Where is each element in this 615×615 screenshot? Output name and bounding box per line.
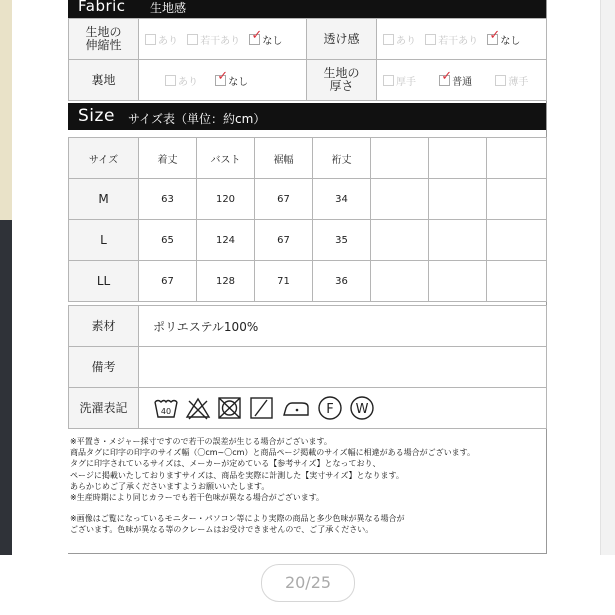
label-line: 裏地: [91, 72, 116, 87]
header-cell: [429, 138, 487, 179]
size-title-jp: サイズ表（単位：約cm）: [128, 112, 266, 126]
label-line: 透け感: [323, 31, 360, 46]
table-cell: [429, 220, 487, 261]
dry-clean-f-icon: [317, 395, 343, 421]
checkbox-icon: [145, 34, 156, 45]
checkbox-icon: [495, 75, 506, 86]
header-cell: 裾幅: [255, 138, 313, 179]
table-row: [69, 220, 547, 261]
table-row: [69, 179, 547, 220]
table-cell: [487, 179, 547, 220]
header-cell: 着丈: [139, 138, 197, 179]
header-cell: サイズ: [69, 138, 139, 179]
table-cell: 67: [255, 220, 313, 261]
note-line: ございます。色味が異なる等のクレームはお受けできませんので、ご了承ください。: [70, 525, 374, 535]
lining-options: [139, 60, 307, 101]
fabric-title-jp: 生地感: [150, 1, 187, 15]
adjacent-slide-left-dark: [0, 220, 12, 555]
table-cell: 67: [139, 261, 197, 302]
fabric-label: [69, 60, 139, 101]
option-thin: [495, 73, 528, 88]
note-line: ※平置き・メジャー採寸ですので若干の誤差が生じる場合がございます。: [70, 437, 332, 446]
table-cell: [429, 179, 487, 220]
checked-checkbox-icon: ✓: [217, 68, 229, 84]
table-cell: 120: [197, 179, 255, 220]
table-cell: 35: [313, 220, 371, 261]
size-table: [68, 137, 547, 302]
size-label: L: [69, 220, 139, 261]
table-cell: [371, 261, 429, 302]
header-cell: バスト: [197, 138, 255, 179]
fabric-row: [69, 60, 547, 101]
fabric-row: [69, 19, 547, 60]
option-stretch-yes: [145, 32, 178, 47]
option-sheer-yes: [383, 32, 416, 47]
note-line: ※生産時期により同じカラーでも若干色味が異なる場合がございます。: [70, 493, 325, 503]
circle-f-label: F: [326, 402, 334, 417]
option-label: 若干あり: [200, 35, 241, 47]
adjacent-slide-left: [0, 0, 12, 555]
remarks-label: 備考: [69, 347, 139, 388]
table-cell: 128: [197, 261, 255, 302]
table-cell: 67: [255, 179, 313, 220]
option-stretch-none: [249, 27, 283, 47]
header-cell: [371, 138, 429, 179]
table-row: [69, 261, 547, 302]
checkbox-icon: [383, 34, 394, 45]
no-bleach-icon: [185, 396, 211, 420]
sheerness-options: [377, 19, 547, 60]
option-label: なし: [500, 35, 521, 47]
option-label: あり: [396, 35, 416, 47]
option-label: あり: [178, 76, 198, 88]
label-line: 厚さ: [329, 79, 354, 93]
note-line: 商品タグに印字の印字のサイズ幅（〇cm~〇cm）と商品ページ掲載のサイズ幅に相違がある場合がございます。: [70, 448, 476, 458]
adjacent-slide-right: [600, 0, 615, 555]
table-cell: [429, 261, 487, 302]
option-label: 厚手: [396, 76, 416, 88]
option-label: 薄手: [508, 76, 529, 88]
option-label: 若干あり: [438, 35, 479, 47]
remarks-row: [69, 347, 547, 388]
table-cell: 63: [139, 179, 197, 220]
option-sheer-none: [487, 27, 521, 47]
checked-checkbox-icon: ✓: [251, 27, 263, 43]
info-table: [68, 305, 547, 429]
checked-checkbox-icon: ✓: [489, 27, 501, 43]
option-label: なし: [228, 76, 249, 88]
wash-tub-icon: [153, 396, 179, 420]
image-pager[interactable]: 20/25: [261, 564, 355, 602]
size-header-bar: [68, 103, 546, 130]
iron-low-icon: [281, 396, 311, 420]
wet-clean-w-icon: [349, 395, 375, 421]
option-sheer-slight: [425, 32, 478, 47]
header-cell: [487, 138, 547, 179]
note-line: ※画像はご覧になっているモニター・パソコン等により実際の商品と多少色味が異なる場合が: [70, 514, 405, 524]
checkbox-icon: [383, 75, 394, 86]
laundry-symbols: [139, 388, 547, 429]
note-line: ページに掲載いたしておりますサイズは、商品を実際に計測した【実寸サイズ】となります。: [70, 470, 404, 480]
stretch-options: [139, 19, 307, 60]
label-line: 生地の: [85, 25, 122, 39]
fabric-label: [307, 60, 377, 101]
note-line: タグに印字されているサイズは、メーカーが定めている【参考サイズ】となっており、: [70, 459, 381, 469]
fabric-label: [307, 19, 377, 60]
fabric-header-bar: [68, 0, 546, 18]
label-line: 伸縮性: [85, 38, 122, 52]
line-dry-icon: [249, 396, 275, 420]
note-line: あらかじめご了承くださいますようお願いいたします。: [70, 481, 270, 491]
label-line: 生地の: [323, 66, 360, 80]
table-cell: [371, 179, 429, 220]
option-stretch-slight: [187, 32, 240, 47]
material-row: [69, 306, 547, 347]
wash-temp-label: 40: [160, 407, 172, 416]
material-value: ポリエステル100%: [139, 306, 547, 347]
option-lining-none: [215, 68, 249, 88]
table-cell: [487, 220, 547, 261]
table-cell: 34: [313, 179, 371, 220]
size-title-en: Size: [78, 106, 115, 126]
remarks-value: [139, 347, 547, 388]
table-cell: 71: [255, 261, 313, 302]
fabric-table: [68, 18, 547, 101]
checked-checkbox-icon: ✓: [441, 68, 453, 84]
size-label: LL: [69, 261, 139, 302]
option-normal: [439, 68, 473, 88]
notes-section: [70, 436, 540, 536]
checkbox-icon: [425, 34, 436, 45]
size-label: M: [69, 179, 139, 220]
circle-w-label: W: [355, 402, 369, 417]
size-table-header: [69, 138, 547, 179]
table-cell: [487, 261, 547, 302]
option-label: あり: [158, 35, 178, 47]
material-label: 素材: [69, 306, 139, 347]
option-label: なし: [262, 35, 283, 47]
checkbox-icon: [187, 34, 198, 45]
thickness-options: [377, 60, 547, 101]
laundry-row: [69, 388, 547, 429]
fabric-title-en: Fabric: [78, 0, 126, 15]
option-thick: [383, 73, 416, 88]
option-lining-yes: [165, 73, 198, 88]
header-cell: 裄丈: [313, 138, 371, 179]
option-label: 普通: [452, 76, 473, 88]
fabric-label: [69, 19, 139, 60]
table-cell: 124: [197, 220, 255, 261]
table-cell: 36: [313, 261, 371, 302]
laundry-label: 洗濯表記: [69, 388, 139, 429]
checkbox-icon: [165, 75, 176, 86]
table-cell: 65: [139, 220, 197, 261]
no-tumble-dry-icon: [217, 396, 243, 420]
table-cell: [371, 220, 429, 261]
